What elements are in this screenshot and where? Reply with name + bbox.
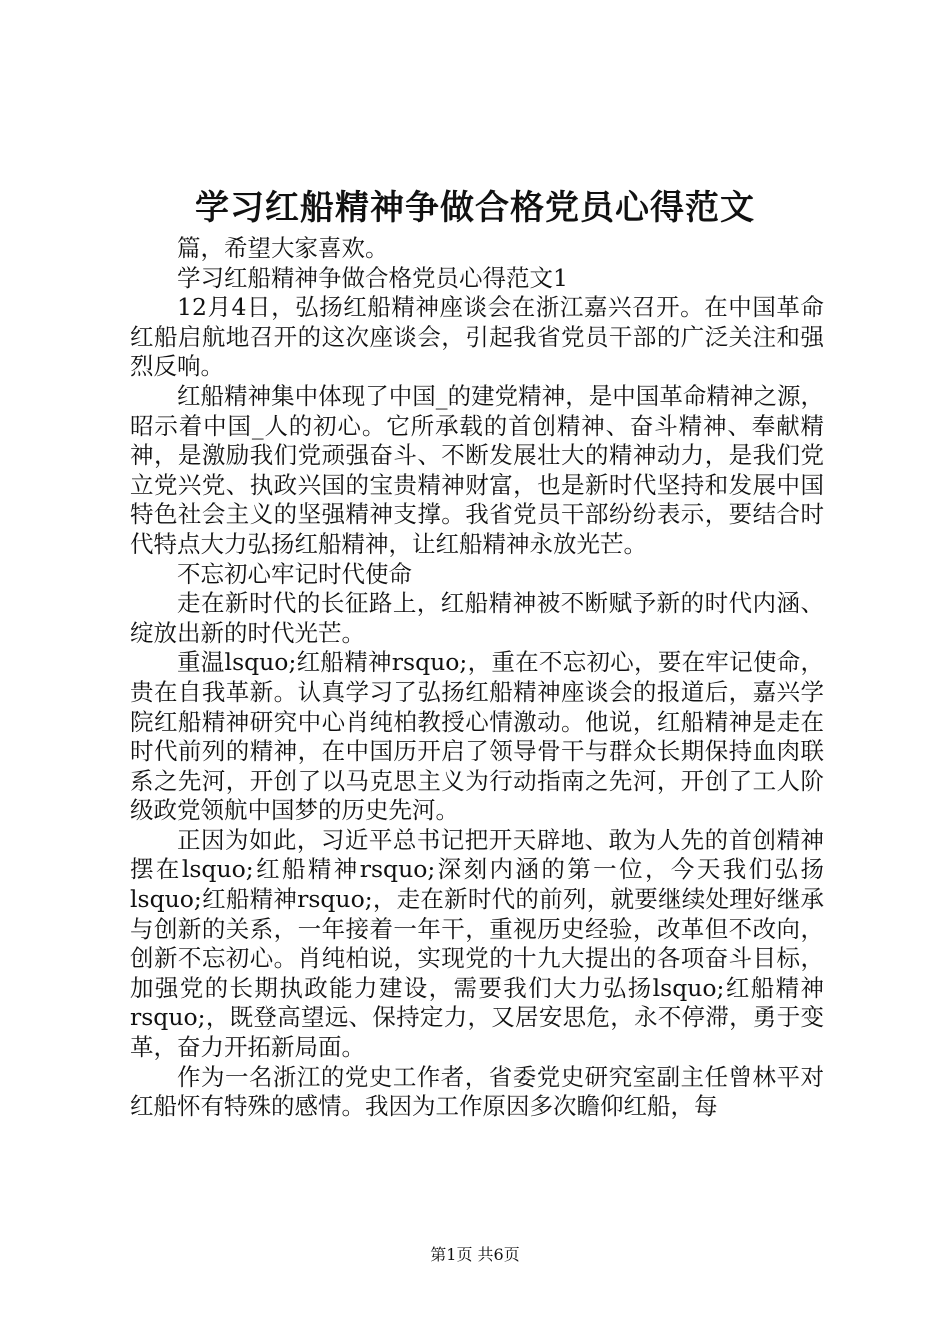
paragraph: 篇，希望大家喜欢。 — [177, 234, 389, 262]
document-body — [130, 234, 824, 1122]
paragraph: 作为一名浙江的党史工作者，省委党史研究室副主任曾林平对红船怀有特殊的感情。我因为工作原因多次瞻仰红船，每 — [130, 1062, 824, 1121]
paragraph: 重温lsquo;红船精神rsquo;，重在不忘初心，要在牢记使命，贵在自我革新。认真学习了弘扬红船精神座谈会的报道后，嘉兴学院红船精神研究中心肖纯柏教授心情激动。他说，红船精神是走在时代前列的精神，在中国历开启了领导骨干与群众长期保持血肉联系之先河，开创了以马克思主义为行动指南之先河，开创了工人阶级政党领航中国梦的历史先河。 — [130, 648, 824, 825]
paragraph: 12月4日，弘扬红船精神座谈会在浙江嘉兴召开。在中国革命红船启航地召开的这次座谈会，引起我省党员干部的广泛关注和强烈反响。 — [130, 293, 824, 381]
document-title: 学习红船精神争做合格党员心得范文 — [195, 188, 755, 228]
paragraph: 走在新时代的长征路上，红船精神被不断赋予新的时代内涵、绽放出新的时代光芒。 — [130, 589, 824, 647]
paragraph: 正因为如此，习近平总书记把开天辟地、敢为人先的首创精神摆在lsquo;红船精神rsquo;深刻内涵的第一位，今天我们弘扬lsquo;红船精神rsquo;，走在新时代的前列，就要继续处理好继承与创新的关系，一年接着一年干，重视历史经验，改革但不改向，创新不忘初心。肖纯柏说，实现党的十九大提出的各项奋斗目标，加强党的长期执政能力建设，需要我们大力弘扬lsquo;红船精神rsquo;，既登高望远、保持定力，又居安思危，永不停滞，勇于变革，奋力开拓新局面。 — [130, 825, 824, 1062]
paragraph: 红船精神集中体现了中国_的建党精神，是中国革命精神之源，昭示着中国_人的初心。它所承载的首创精神、奋斗精神、奉献精神，是激励我们党顽强奋斗、不断发展壮大的精神动力，是我们党立党兴党、执政兴国的宝贵精神财富，也是新时代坚持和发展中国特色社会主义的坚强精神支撑。我省党员干部纷纷表示，要结合时代特点大力弘扬红船精神，让红船精神永放光芒。 — [130, 381, 824, 558]
section-heading: 学习红船精神争做合格党员心得范文1 — [177, 263, 568, 292]
page-footer: 第1页 共6页 — [430, 1245, 520, 1264]
section-heading: 不忘初心牢记时代使命 — [177, 559, 412, 588]
